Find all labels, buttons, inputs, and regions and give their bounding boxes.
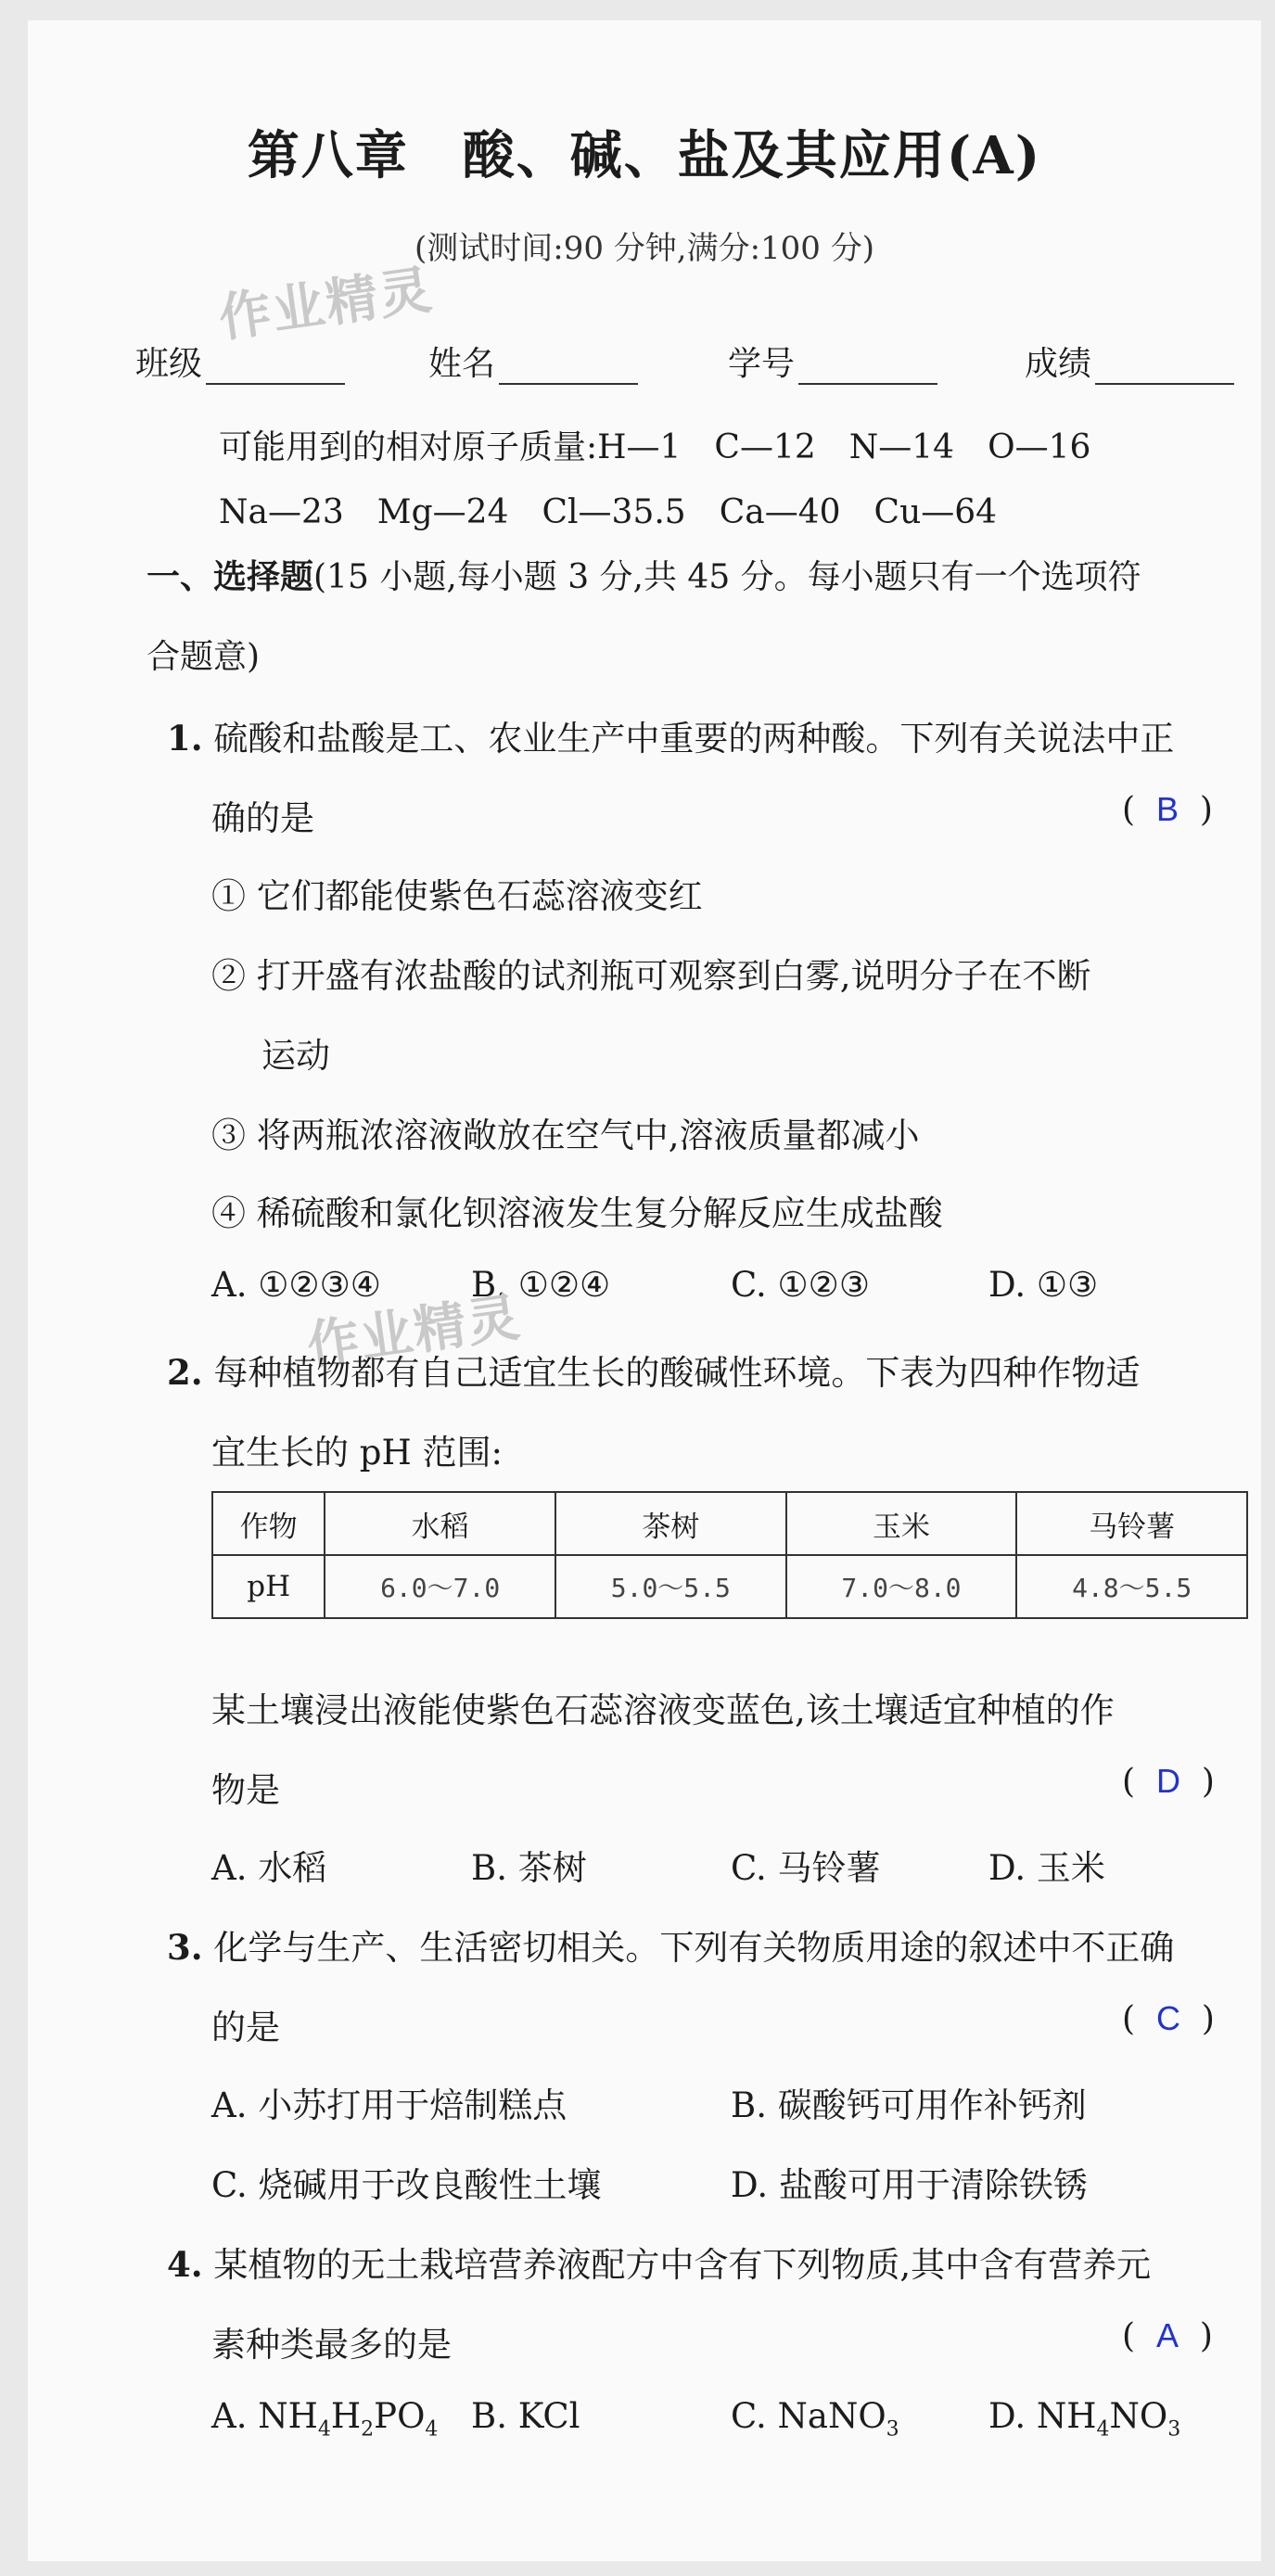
q3-number: 3. <box>167 1927 203 1968</box>
q1-statement-1: ① 它们都能使紫色石蕊溶液变红 <box>211 876 703 916</box>
section-heading: 一、选择题 <box>147 557 314 596</box>
table-header-cell: 水稻 <box>325 1492 555 1555</box>
q1-option-d[interactable]: D. ①③ <box>988 1265 1099 1305</box>
name-label: 姓名 <box>428 345 496 383</box>
q1-option-a[interactable]: A. ①②③④ <box>211 1265 381 1305</box>
q2-stem-line4: 物是 <box>211 1770 280 1810</box>
atomic-mass-line-2: Na—23 Mg—24 Cl—35.5 Ca—40 Cu—64 <box>219 493 998 531</box>
q4-option-a-text: H <box>330 2396 362 2436</box>
q1-statement-2: ② 打开盛有浓盐酸的试剂瓶可观察到白雾,说明分子在不断 <box>211 956 1091 996</box>
q3-answer-box[interactable] <box>1122 1999 1215 2038</box>
page-subtitle: (测试时间:90 分钟,满分:100 分) <box>414 230 875 267</box>
paren-open: ( <box>1122 791 1136 829</box>
q4-option-b[interactable]: B. KCl <box>471 2396 580 2436</box>
section-desc-2: 合题意) <box>147 638 261 676</box>
subscript: 2 <box>361 2417 375 2442</box>
q4-option-a-text: PO <box>374 2396 426 2436</box>
q1-answer: B <box>1155 790 1179 828</box>
q3-option-c[interactable]: C. 烧碱用于改良酸性土壤 <box>211 2165 602 2205</box>
q3-stem-line2: 的是 <box>211 2008 280 2047</box>
subscript: 4 <box>1096 2417 1110 2442</box>
table-header-cell: 马铃薯 <box>1016 1492 1247 1555</box>
table-cell: pH <box>212 1555 325 1618</box>
q3-answer: C <box>1155 1999 1180 2037</box>
q3-option-d[interactable]: D. 盐酸可用于清除铁锈 <box>731 2165 1088 2205</box>
table-header-cell: 玉米 <box>786 1492 1017 1555</box>
q4-answer-box[interactable] <box>1122 2316 1213 2355</box>
paren-open: ( <box>1122 1763 1136 1801</box>
paren-close: ) <box>1199 791 1213 829</box>
paren-open: ( <box>1122 2000 1136 2038</box>
q4-option-d-text: NO <box>1109 2396 1168 2436</box>
page-title: 第八章 酸、碱、盐及其应用(A) <box>247 125 1042 186</box>
number-label: 学号 <box>728 345 796 383</box>
q1-text: 硫酸和盐酸是工、农业生产中重要的两种酸。下列有关说法中正 <box>213 719 1175 759</box>
name-blank[interactable] <box>499 350 638 385</box>
q4-option-d-text: D. NH <box>988 2396 1097 2436</box>
q2-answer-box[interactable] <box>1122 1762 1215 1801</box>
paren-close: ) <box>1201 1763 1215 1801</box>
score-blank[interactable] <box>1095 350 1234 385</box>
q1-answer-box[interactable] <box>1122 790 1213 829</box>
q1-option-c[interactable]: C. ①②③ <box>731 1265 871 1305</box>
q1-number: 1. <box>167 718 203 759</box>
q4-option-d[interactable] <box>988 2396 1180 2441</box>
subscript: 4 <box>317 2417 331 2442</box>
table-cell: 4.8～5.5 <box>1016 1555 1247 1618</box>
q2-stem-line3: 某土壤浸出液能使紫色石蕊溶液变蓝色,该土壤适宜种植的作 <box>211 1690 1115 1730</box>
subscript: 4 <box>425 2417 439 2442</box>
subscript: 3 <box>1167 2417 1181 2442</box>
q1-stem-line1 <box>167 710 1174 760</box>
class-blank[interactable] <box>206 350 345 385</box>
q4-stem-line2: 素种类最多的是 <box>211 2325 452 2365</box>
q1-option-b[interactable]: B. ①②④ <box>471 1265 611 1305</box>
table-row <box>212 1492 1247 1555</box>
q3-text: 化学与生产、生活密切相关。下列有关物质用途的叙述中不正确 <box>213 1928 1175 1968</box>
q4-option-a[interactable] <box>211 2396 438 2441</box>
table-header-cell: 作物 <box>212 1492 325 1555</box>
table-cell: 5.0～5.5 <box>555 1555 786 1618</box>
q2-option-b[interactable]: B. 茶树 <box>471 1848 587 1888</box>
table-cell: 7.0～8.0 <box>786 1555 1017 1618</box>
paren-open: ( <box>1122 2317 1136 2355</box>
q4-option-c[interactable] <box>731 2396 899 2441</box>
q2-option-d[interactable]: D. 玉米 <box>988 1848 1105 1888</box>
paren-close: ) <box>1199 2317 1213 2355</box>
q1-statement-3: ③ 将两瓶浓溶液敞放在空气中,溶液质量都减小 <box>211 1116 920 1155</box>
section-heading-line <box>147 551 1141 598</box>
q3-stem-line1 <box>167 1919 1174 1970</box>
table-header-cell: 茶树 <box>555 1492 786 1555</box>
q4-text: 某植物的无土栽培营养液配方中含有下列物质,其中含有营养元 <box>213 2245 1152 2285</box>
q1-stem-line2: 确的是 <box>211 798 314 838</box>
q4-option-a-text: A. NH <box>211 2396 318 2436</box>
q2-number: 2. <box>167 1352 203 1393</box>
q2-text: 每种植物都有自己适宜生长的酸碱性环境。下表为四种作物适 <box>213 1353 1141 1393</box>
q3-option-a[interactable]: A. 小苏打用于焙制糕点 <box>211 2085 567 2125</box>
q2-option-c[interactable]: C. 马铃薯 <box>731 1848 881 1888</box>
section-desc-1: (15 小题,每小题 3 分,共 45 分。每小题只有一个选项符 <box>313 558 1141 596</box>
q2-option-a[interactable]: A. 水稻 <box>211 1848 327 1888</box>
paren-close: ) <box>1201 2000 1215 2038</box>
subscript: 3 <box>886 2417 899 2442</box>
q4-answer: A <box>1155 2316 1179 2354</box>
table-cell: 6.0～7.0 <box>325 1555 555 1618</box>
q4-option-c-text: C. NaNO <box>731 2396 886 2436</box>
table-row <box>212 1555 1247 1618</box>
class-label: 班级 <box>135 345 203 383</box>
class-field[interactable] <box>135 338 345 385</box>
number-blank[interactable] <box>798 350 937 385</box>
score-field[interactable] <box>1025 338 1234 385</box>
worksheet-page <box>28 20 1261 2561</box>
q4-number: 4. <box>167 2244 203 2285</box>
score-label: 成绩 <box>1025 345 1092 383</box>
q4-stem-line1 <box>167 2237 1151 2287</box>
q2-stem-line2: 宜生长的 pH 范围: <box>211 1433 503 1473</box>
q2-answer: D <box>1155 1762 1180 1800</box>
name-field[interactable] <box>428 338 638 385</box>
q1-statement-4: ④ 稀硫酸和氯化钡溶液发生复分解反应生成盐酸 <box>211 1193 943 1233</box>
watermark: 作业精灵 <box>215 260 438 350</box>
atomic-mass-line-1: 可能用到的相对原子质量:H—1 C—12 N—14 O—16 <box>219 428 1091 466</box>
q1-statement-2-cont: 运动 <box>261 1036 330 1076</box>
ph-table <box>211 1491 1248 1619</box>
q3-option-b[interactable]: B. 碳酸钙可用作补钙剂 <box>731 2085 1087 2125</box>
watermark: 作业精灵 <box>303 1287 526 1377</box>
number-field[interactable] <box>728 338 937 385</box>
q2-stem-line1 <box>167 1345 1140 1395</box>
